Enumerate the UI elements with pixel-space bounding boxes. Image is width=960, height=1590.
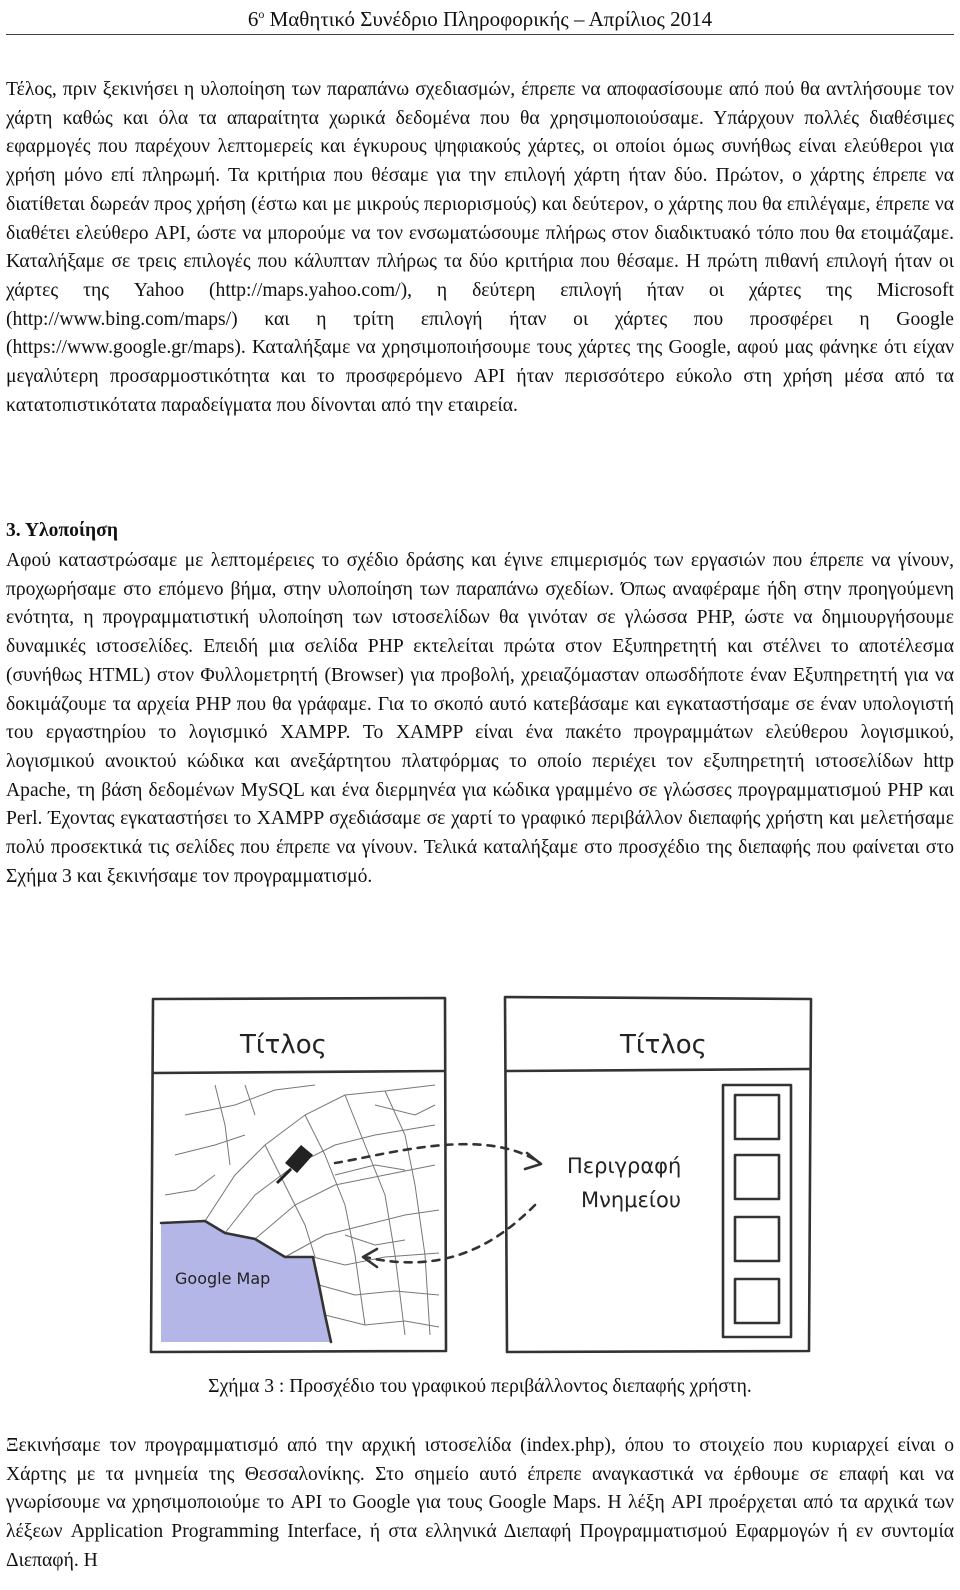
- header-title: Μαθητικό Συνέδριο Πληροφορικής – Απρίλιος 2014: [264, 7, 713, 31]
- thumbnail-3: [735, 1217, 779, 1261]
- section-heading: 3. Υλοποίηση: [6, 520, 118, 541]
- thumbnail-4: [735, 1279, 779, 1323]
- header-number: 6: [247, 7, 259, 31]
- map-pin-icon: [277, 1145, 313, 1183]
- description-line-2: Μνημείου: [581, 1188, 681, 1212]
- intro-paragraph: Τέλος, πριν ξεκινήσει η υλοποίηση των παραπάνω σχεδιασμών, έπρεπε να αποφασίσουμε από πού θα αντλήσουμε τον χάρτη καθώς και όλα τα απαραίτητα χωρικά δεδομένα που θα χρησιμοποιούσαμε. Υπάρχουν πολλές διαθέσιμες εφαρμογές που παρέχουν λεπτομερείς και έγκυρους ψηφιακούς χάρτες, οι οποίοι όμως συνήθως είναι ελεύθεροι για χρήση μόνο επί πληρωμή. Τα κριτήρια που θέσαμε για την επιλογή χάρτη ήταν δύο. Πρώτον, ο χάρτης έπρεπε να διατίθεται δωρεάν προς χρήση (έστω και με μικρούς περιορισμούς) και δεύτερον, ο χάρτης που θα επιλέγαμε, έπρεπε να διαθέτει ελεύθερο API, ώστε να μπορούμε να τον ενσωματώσουμε πλήρως στον διαδικτυακό τόπο που θα ετοιμάζαμε. Καταλήξαμε σε τρεις επιλογές που κάλυπταν πλήρως τα δύο κριτήρια που θέσαμε. Η πρώτη πιθανή επιλογή ήταν οι χάρτες της Yahoo (http://maps.yahoo.com/), η δεύτερη επιλογή ήταν οι χάρτες της Microsoft (http://www.bing.com/maps/) και η τρίτη επιλογή ήταν οι χάρτες που προσφέρει η Google (https://www.google.gr/maps). Καταλήξαμε να χρησιμοποιήσουμε τους χάρτες της Google, αφού μας φάνηκε ότι είχαν μεγαλύτερη προσαρμοστικότητα και το προσφερόμενο API ήταν περισσότερο εύκολο στη χρήση μέσα από τα κατατοπιστικότατα παραδείγματα που δίνονται από την εταιρεία.: [6, 79, 954, 416]
- right-title-divider: [507, 1069, 809, 1071]
- thumbnail-strip: [723, 1085, 791, 1337]
- section-paragraph: Αφού καταστρώσαμε με λεπτομέρειες το σχέδιο δράσης και έγινε επιμερισμός των εργασιών που έπρεπε να γίνουν, προχωρήσαμε στο επόμενο βήμα, στην υλοποίηση των παραπάνω σχεδίων. Όπως αναφέραμε ήδη στην προηγούμενη ενότητα, η προγραμματιστική υλοποίηση των ιστοσελίδων θα γινόταν σε γλώσσα PHP, ώστε να δημιουργήσουμε δυναμικές ιστοσελίδες. Επειδή μια σελίδα PHP εκτελείται πρώτα στον Εξυπηρετητή και στέλνει το αποτέλεσμα (συνήθως HTML) στον Φυλλομετρητή (Browser) για προβολή, χρειαζόμασταν οπωσδήποτε έναν Εξυπηρετητή για να δοκιμάζουμε τα αρχεία PHP που θα γράφαμε. Για το σκοπό αυτό κατεβάσαμε και εγκαταστήσαμε σε έναν υπολογιστή του εργαστηρίου το λογισμικό XAMPP. Το XAMPP είναι ένα πακέτο προγραμμάτων ελεύθερου λογισμικού, λογισμικού ανοικτού κώδικα και ανεξάρτητου πλατφόρμας το οποίο περιέχει τον εξυπηρετητή ιστοσελίδων http Apache, τη βάση δεδομένων MySQL και ένα διερμηνέα για κώδικα γραμμένο σε γλώσσες προγραμματισμού PHP και Perl. Έχοντας εγκαταστήσει το XAMPP σχεδιάσαμε σε χαρτί το γραφικό περιβάλλον διεπαφής χρήστη και μελετήσαμε πολύ προσεκτικά τις σελίδες που έπρεπε να γίνουν. Τελικά καταλήξαμε στο προσχέδιο της διεπαφής που φαίνεται στο Σχήμα 3 και ξεκινήσαμε τον προγραμματισμό.: [6, 550, 954, 887]
- arrowheads: [363, 1153, 541, 1267]
- header-rule: [6, 34, 954, 35]
- page-header: [0, 0, 960, 33]
- thumbnail-column: [723, 1085, 791, 1337]
- thumbnail-2: [735, 1155, 779, 1199]
- closing-paragraph: Ξεκινήσαμε τον προγραμματισμό από την αρχική ιστοσελίδα (index.php), όπου το στοιχείο που κυριαρχεί είναι ο Χάρτης με τα μνημεία της Θεσσαλονίκης. Στο σημείο αυτό έπρεπε αναγκαστικά να έρθουμε σε επαφή και να γνωρίσουμε να χρησιμοποιούμε το API το Google για τους Google Maps. Η λέξη API προέρχεται από τα αρχικά των λέξεων Application Programming Interface, ή στα ελληνικά Διεπαφή Προγραμματισμού Εφαρμογών ή εν συντομία Διεπαφή. Η: [6, 1435, 954, 1571]
- sketch-arrows: [335, 1144, 540, 1262]
- left-title-text: Τίτλος: [240, 1030, 327, 1060]
- right-title-text: Τίτλος: [620, 1030, 707, 1060]
- description-line-1: Περιγραφή: [567, 1154, 682, 1178]
- map-area: [161, 1085, 439, 1342]
- arrow-bottom: [365, 1205, 535, 1262]
- header-superscript: ο: [258, 7, 265, 21]
- figure-sketch: [145, 995, 815, 1355]
- map-label: Google Map: [175, 1269, 271, 1288]
- figure-caption: Σχήμα 3 : Προσχέδιο του γραφικού περιβάλλοντος διεπαφής χρήστη.: [208, 1376, 752, 1397]
- thumbnail-1: [735, 1095, 779, 1139]
- sketch-drawing: [145, 995, 815, 1355]
- left-title-divider: [153, 1071, 445, 1073]
